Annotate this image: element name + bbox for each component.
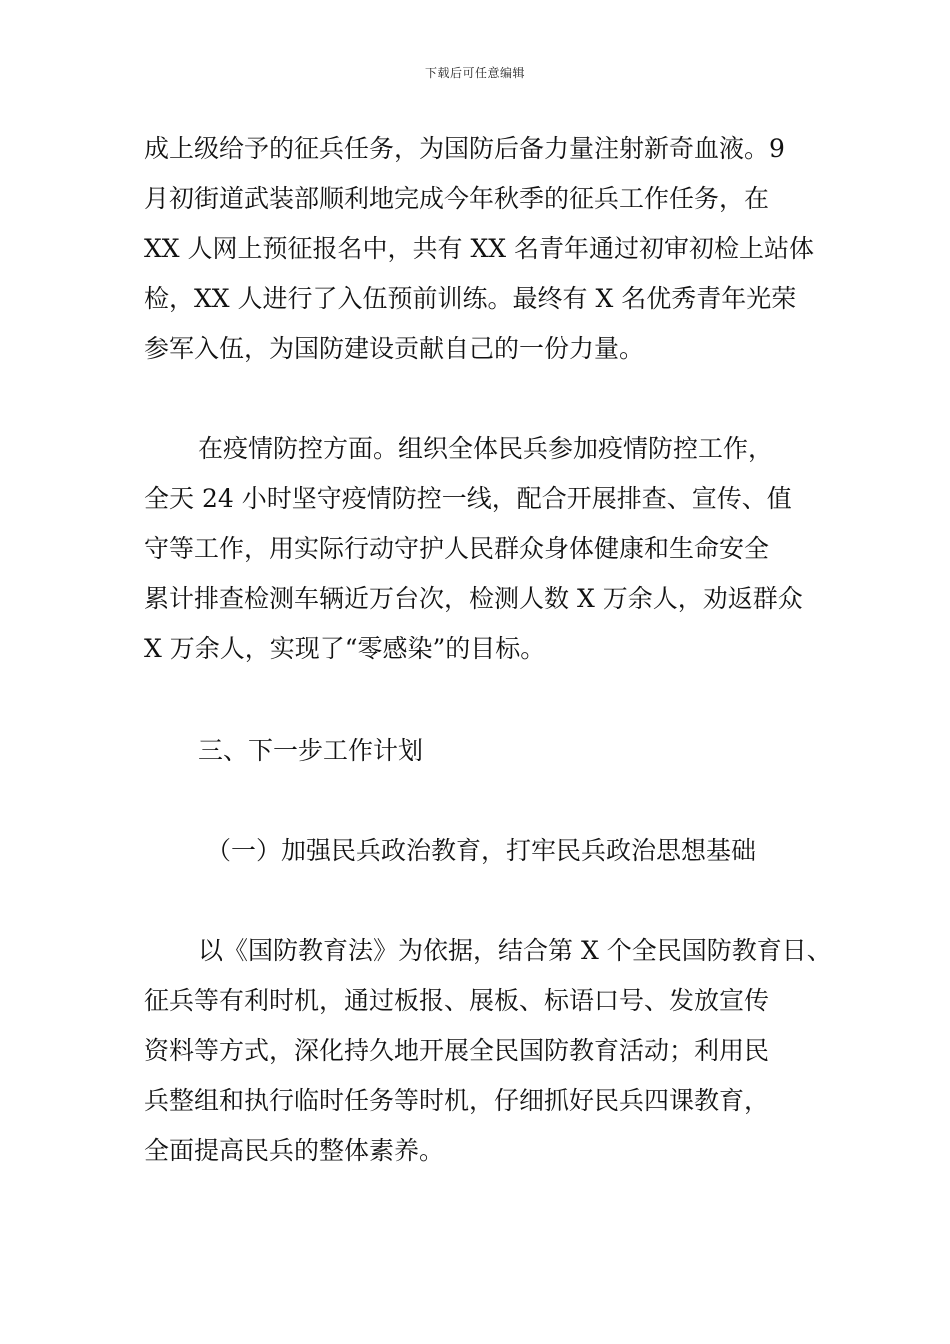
section-heading bbox=[144, 726, 844, 776]
text-line: 全面提高民兵的整体素养。 bbox=[144, 1136, 445, 1165]
text-line: 检，XX 人进行了入伍预前训练。最终有 X 名优秀青年光荣 bbox=[144, 284, 797, 313]
text-line: 以《国防教育法》为依据，结合第 X 个全民国防教育日、 bbox=[198, 936, 832, 965]
text-line: 兵整组和执行临时任务等时机，仔细抓好民兵四课教育， bbox=[144, 1086, 770, 1115]
text-line: 累计排查检测车辆近万台次，检测人数 X 万余人，劝返群众 bbox=[144, 584, 803, 613]
text-line: 月初街道武装部顺利地完成今年秋季的征兵工作任务，在 bbox=[144, 184, 770, 213]
text-line: X 万余人，实现了“零感染”的目标。 bbox=[144, 634, 546, 663]
text-line: 守等工作，用实际行动守护人民群众身体健康和生命安全 bbox=[144, 534, 770, 563]
document-body bbox=[144, 124, 844, 1176]
paragraph-education bbox=[144, 926, 844, 1176]
page-header: 下载后可任意编辑 bbox=[424, 66, 525, 80]
text-line: 成上级给予的征兵任务，为国防后备力量注射新奇血液。9 bbox=[144, 134, 785, 163]
text-line: 在疫情防控方面。组织全体民兵参加疫情防控工作， bbox=[198, 434, 774, 463]
heading-text: 三、下一步工作计划 bbox=[198, 736, 424, 765]
text-line: XX 人网上预征报名中，共有 XX 名青年通过初审初检上站体 bbox=[144, 234, 815, 263]
subheading-text: （一）加强民兵政治教育，打牢民兵政治思想基础 bbox=[206, 836, 757, 865]
text-line: 参军入伍，为国防建设贡献自己的一份力量。 bbox=[144, 334, 645, 363]
text-line: 资料等方式，深化持久地开展全民国防教育活动；利用民 bbox=[144, 1036, 770, 1065]
paragraph-conscription bbox=[144, 124, 844, 374]
subsection-heading bbox=[144, 826, 844, 876]
text-line: 全天 24 小时坚守疫情防控一线，配合开展排查、宣传、值 bbox=[144, 484, 792, 513]
paragraph-epidemic bbox=[144, 424, 844, 674]
text-line: 征兵等有利时机，通过板报、展板、标语口号、发放宣传 bbox=[144, 986, 770, 1015]
